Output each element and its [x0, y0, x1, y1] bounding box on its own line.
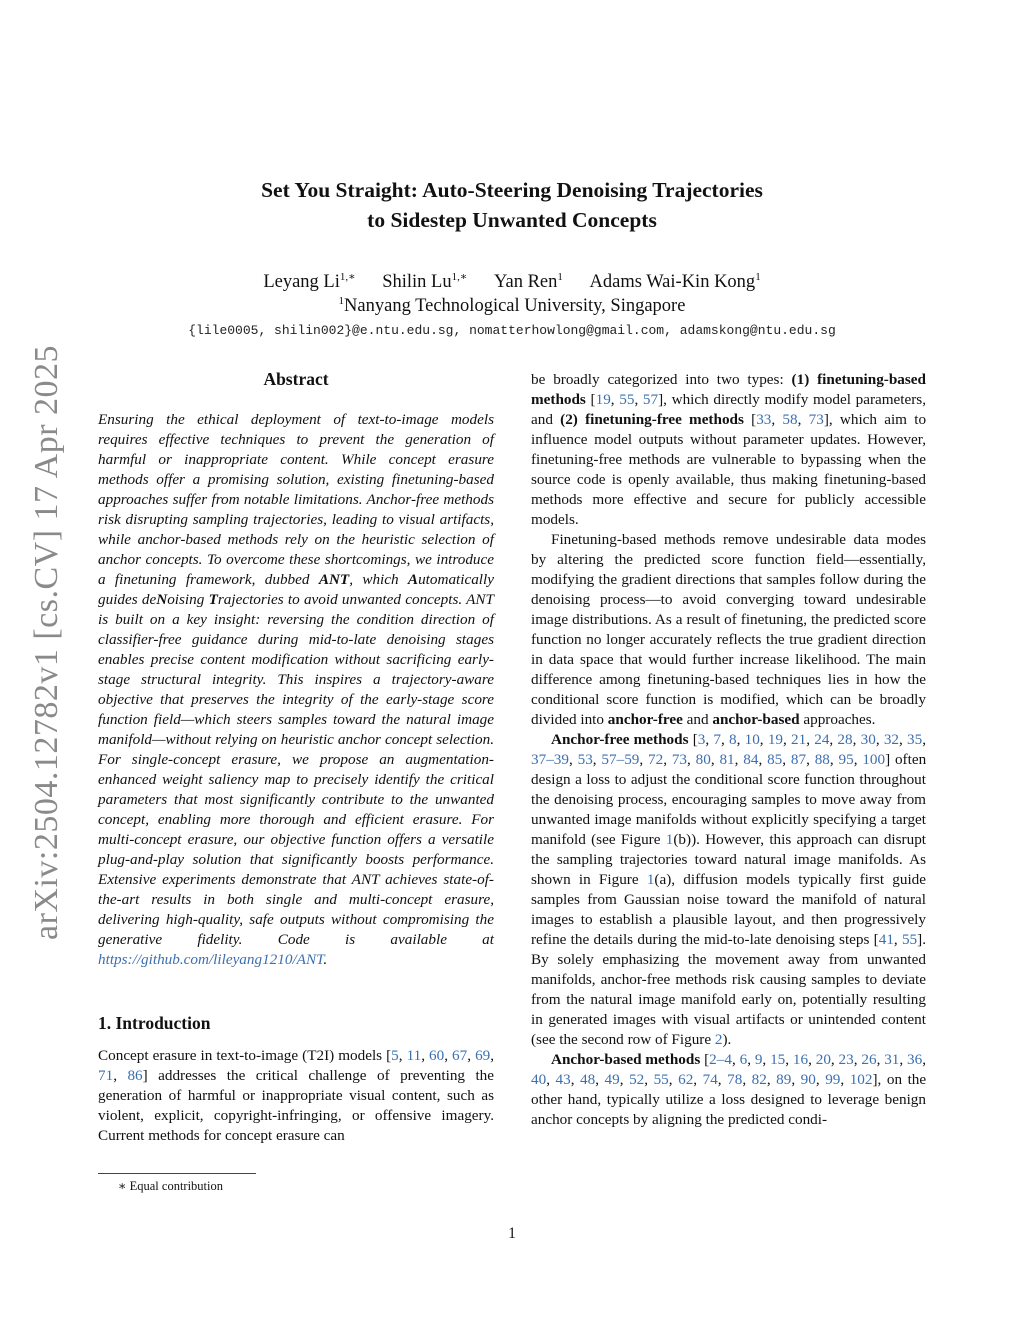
citation-link[interactable]: 80	[695, 751, 711, 768]
section-heading-introduction: 1. Introduction	[98, 1013, 211, 1033]
citation-link[interactable]: 35	[907, 731, 923, 748]
citation-link[interactable]: 8	[729, 731, 737, 748]
citation-link[interactable]: 31	[884, 1051, 900, 1068]
author: Shilin $Lu^{1,∗}$	[382, 271, 468, 292]
anchor-based-paragraph: Anchor-based methods [2–4, 6, 9, 15, 16, 20, 23, 26, 31, 36, 40, 43, 48, 49, 52, 55, 62, 74, 78, 82, 89, 90, 99, 102], on the other hand, typically utilize a loss designed to leverage benign anchor concepts by aligning the predicted condi-	[531, 1051, 927, 1128]
citation-link[interactable]: 81	[719, 751, 735, 768]
affiliation: $^1$Nanyang Technological University, Singapore	[338, 295, 686, 316]
citation-link[interactable]: 74	[702, 1071, 718, 1088]
citation-link[interactable]: 28	[837, 731, 853, 748]
footnote-rule	[98, 1173, 256, 1174]
citation-link[interactable]: 69	[475, 1047, 491, 1064]
citation-link[interactable]: 71	[98, 1067, 114, 1084]
author: Yan Ren$^1$	[493, 271, 563, 292]
abstract-text: Ensuring the ethical deployment of text-to-image models requires effective techniques to prevent the generation of harmful or inappropriate content. While concept erasure methods offer a promising solution, existing finetuning-based approaches suffer from notable limitations. Anchor-free methods risk disrupting sampling trajectories, leading to visual artifacts, while anchor-based methods rely on the heuristic selection of anchor concepts. To overcome these shortcomings, we introduce a finetuning framework, dubbed ANT, which Automatically guides deNoising Trajectories to avoid unwanted concepts. ANT is built on a key insight: reversing the condition direction of classifier-free guidance during mid-to-late denoising stages enables precise content modification without sacrificing early-stage structural integrity. This inspires a trajectory-aware objective that preserves the integrity of the early-stage score function field—which steers samples toward the natural image manifold—without relying on heuristic anchor concept selection. For single-concept erasure, we propose an augmentation-enhanced weight saliency map to precisely identify the critical parameters that most significantly contribute to the unwanted concept, enabling more thorough and efficient erasure. For multi-concept erasure, our objective function offers a versatile plug-and-play solution that significantly boosts performance. Extensive experiments demonstrate that ANT achieves state-of-the-art results in both single and multi-concept erasure, delivering high-quality, safe outputs without compromising the generative fidelity. Code is available at https://github.com/lileyang1210/ANT.	[98, 411, 494, 968]
citation-link[interactable]: 16	[792, 1051, 809, 1068]
title-line-2: to Sidestep Unwanted Concepts	[367, 208, 657, 232]
author: Adams Wai-Kin Kong$^1$	[589, 271, 761, 292]
figure-link[interactable]: 2	[714, 1031, 723, 1048]
citation-link[interactable]: 73	[808, 411, 824, 428]
citation-link[interactable]: 37–39	[531, 751, 569, 768]
author-list	[0, 270, 1024, 294]
intro-paragraph: Concept erasure in text-to-image (T2I) models [5, 11, 60, 67, 69, 71, 86] addresses the critical challenge of preventing the generation of harmful or inappropriate visual content, such as violent, explicit, copyright-infringing, or offensive imagery. Current methods for concept erasure can	[98, 1047, 495, 1144]
citation-link[interactable]: 78	[727, 1071, 743, 1088]
title-line-1: Set You Straight: Auto-Steering Denoising Trajectories	[261, 178, 763, 202]
citation-link[interactable]: 21	[791, 731, 807, 748]
citation-link[interactable]: 73	[671, 751, 687, 768]
citation-link[interactable]: 5	[391, 1047, 399, 1064]
citation-link[interactable]: 43	[555, 1071, 571, 1088]
citation-link[interactable]: 88	[814, 751, 830, 768]
paper-title	[0, 175, 1024, 235]
citation-link[interactable]: 15	[770, 1051, 786, 1068]
code-link[interactable]: https://github.com/lileyang1210/ANT	[98, 951, 324, 968]
page-number: 1	[508, 1225, 516, 1242]
right-column	[531, 370, 926, 1130]
citation-link[interactable]: 102	[849, 1071, 873, 1088]
citation-link[interactable]: 60	[429, 1047, 445, 1064]
citation-link[interactable]: 3	[697, 731, 706, 748]
citation-link[interactable]: 84	[743, 751, 759, 768]
citation-link[interactable]: 48	[580, 1071, 596, 1088]
citation-link[interactable]: 19	[595, 391, 611, 408]
intro-paragraph-cont: be broadly categorized into two types: (1) finetuning-based methods [19, 55, 57], which directly modify model parameters, and (2) finetuning-free methods [33, 58, 73], which aim to influence model outputs without parameter updates. However, finetuning-free methods are vulnerable to bypassing when the source code is openly available, thus making finetuning-based methods more effective and secure for publicly accessible models.	[531, 371, 927, 528]
citation-link[interactable]: 57	[642, 391, 659, 408]
anchor-free-paragraph: Anchor-free methods [3, 7, 8, 10, 19, 21, 24, 28, 30, 32, 35, 37–39, 53, 57–59, 72, 73, 80, 81, 84, 85, 87, 88, 95, 100] often design a loss to adjust the conditional score function throughout the denoising process, encouraging samples to move away from unwanted image manifolds without explicitly specifying a target manifold (see Figure 1(b)). However, this approach can disrupt the sampling trajectories toward natural image manifolds. As shown in Figure 1(a), diffusion models typically first guide samples from Gaussian noise toward the manifold of natural images to establish a plausible layout, and then progressively refine the details during the mid-to-late denoising steps [41, 55]. By solely emphasizing the movement away from unwanted manifolds, anchor-free methods risk causing samples to deviate from the natural image manifold early on, potentially resulting in generated images with visual artifacts or unintended content (see the second row of Figure 2).	[531, 731, 927, 1048]
citation-link[interactable]: 99	[825, 1071, 841, 1088]
citation-link[interactable]: 36	[907, 1051, 923, 1068]
citation-link[interactable]: 26	[861, 1051, 877, 1068]
citation-link[interactable]: 30	[860, 731, 876, 748]
finetuning-paragraph: Finetuning-based methods remove undesirable data modes by altering the predicted score function field—essentially, modifying the gradient directions that samples follow during the denoising process—to avoid converging toward undesirable image distributions. As a result of finetuning, the predicted score function no longer accurately reflects the true gradient direction in data space that would further increase likelihood. The main difference among finetuning-based techniques lies in how the conditional score function is modified, which can be broadly divided into anchor-free and anchor-based approaches.	[531, 531, 926, 728]
citation-link[interactable]: 62	[678, 1071, 694, 1088]
citation-link[interactable]: 19	[767, 731, 783, 748]
citation-link[interactable]: 32	[883, 731, 900, 748]
author-emails: {lile0005, shilin002}@e.ntu.edu.sg, nomatterhowlong@gmail.com, adamskong@ntu.edu.sg	[188, 323, 836, 338]
citation-link[interactable]: 55	[619, 391, 635, 408]
citation-link[interactable]: 33	[756, 411, 772, 428]
citation-link[interactable]: 90	[800, 1071, 816, 1088]
abstract-heading: Abstract	[263, 369, 329, 389]
citation-link[interactable]: 67	[452, 1047, 468, 1064]
citation-link[interactable]: 95	[838, 751, 854, 768]
citation-link[interactable]: 7	[713, 731, 721, 748]
author: Leyang $Li^{1,∗}$	[263, 271, 356, 292]
figure-link[interactable]: 1	[646, 871, 655, 888]
citation-link[interactable]: 49	[604, 1071, 620, 1088]
citation-link[interactable]: 20	[815, 1051, 831, 1068]
arxiv-identifier: arXiv:2504.12782v1 [cs.CV] 17 Apr 2025	[28, 344, 65, 940]
citation-link[interactable]: 11	[406, 1047, 422, 1064]
citation-link[interactable]: 9	[754, 1051, 763, 1068]
citation-link[interactable]: 57–59	[601, 751, 640, 768]
figure-link[interactable]: 1	[665, 831, 674, 848]
citation-link[interactable]: 55	[901, 931, 918, 948]
citation-link[interactable]: 82	[751, 1071, 767, 1088]
citation-link[interactable]: 52	[629, 1071, 645, 1088]
citation-link[interactable]: 41	[878, 931, 894, 948]
citation-link[interactable]: 55	[653, 1071, 669, 1088]
citation-link[interactable]: 89	[776, 1071, 792, 1088]
citation-link[interactable]: 86	[127, 1067, 143, 1084]
citation-link[interactable]: 24	[814, 731, 830, 748]
citation-link[interactable]: 72	[648, 751, 664, 768]
citation-link[interactable]: 40	[531, 1071, 547, 1088]
citation-link[interactable]: 87	[790, 751, 807, 768]
citation-link[interactable]: 58	[782, 411, 798, 428]
footnote: ∗ Equal contribution	[118, 1179, 224, 1193]
citation-link[interactable]: 2–4	[709, 1051, 732, 1068]
citation-link[interactable]: 100	[862, 751, 886, 768]
citation-link[interactable]: 23	[838, 1051, 854, 1068]
citation-link[interactable]: 85	[767, 751, 783, 768]
citation-link[interactable]: 53	[577, 751, 593, 768]
citation-link[interactable]: 6	[739, 1051, 748, 1068]
left-column	[98, 368, 494, 1146]
citation-link[interactable]: 10	[744, 731, 760, 748]
